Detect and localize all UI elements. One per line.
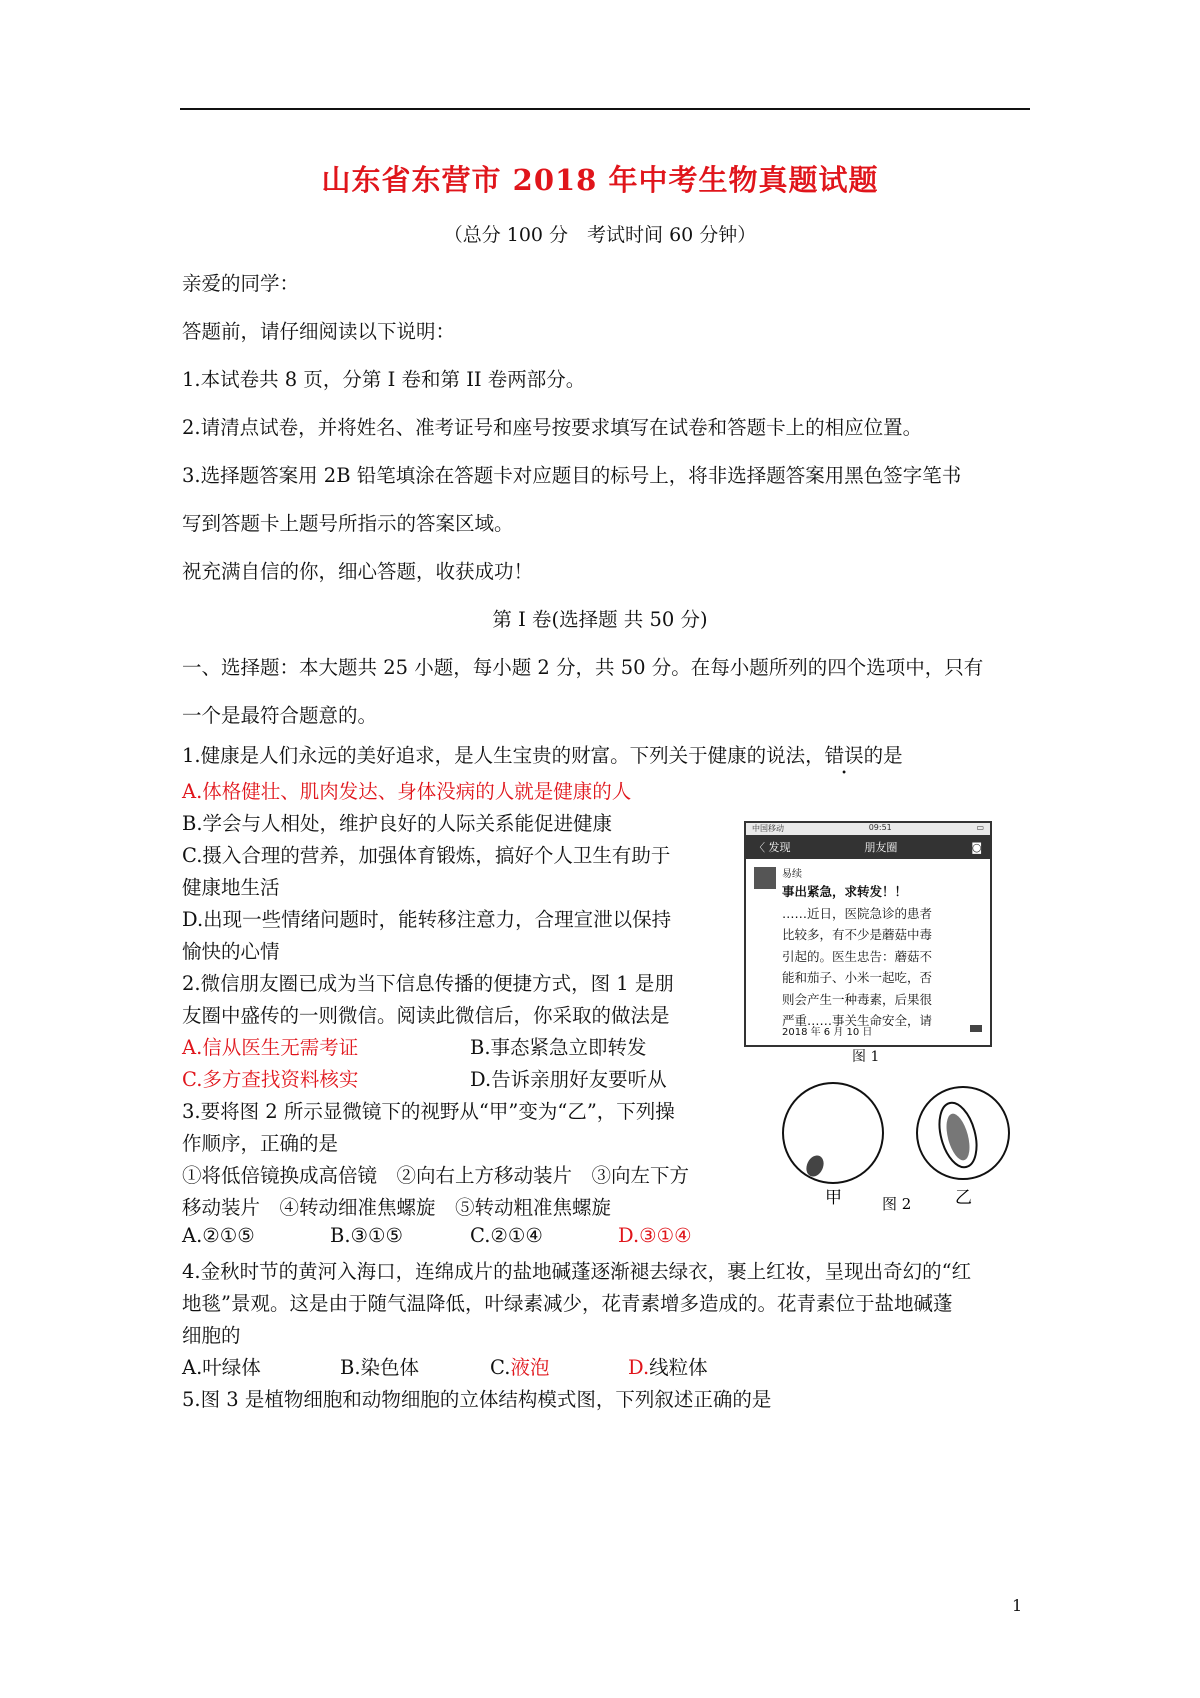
sender-name: 易续 (782, 869, 802, 880)
greeting: 亲爱的同学： (182, 272, 300, 295)
q2-stem-cont: 友圈中盛传的一则微信。阅读此微信后，你采取的做法是 (182, 1004, 670, 1027)
q1-option-c-cont: 健康地生活 (182, 876, 280, 899)
q4-option-d-letter: D. (628, 1356, 650, 1379)
q2-option-d: D.告诉亲朋好友要听从 (470, 1068, 667, 1091)
section-title: 第 I 卷(选择题 共 50 分) (492, 608, 708, 631)
avatar (754, 867, 776, 889)
instruction-3: 3.选择题答案用 2B 铅笔填涂在答题卡对应题目的标号上，将非选择题答案用黑色签字笔书 (182, 464, 962, 487)
label-jia: 甲 (825, 1188, 842, 1208)
camera-icon: ◙ (971, 840, 982, 854)
figure-1-wechat (744, 821, 992, 1047)
wechat-nav-bar (746, 835, 990, 859)
q3-steps-cont: 移动装片 ④转动细准焦螺旋 ⑤转动粗准焦螺旋 (182, 1196, 612, 1219)
status-time: 09:51 (868, 823, 892, 832)
post-line: 则会产生一种毒素，后果很 (782, 991, 933, 1007)
q4-stem-cont: 地毯”景观。这是由于随气温降低，叶绿素减少，花青素增多造成的。花青素位于盐地碱蓬 (182, 1292, 953, 1315)
q3-stem-cont: 作顺序，正确的是 (182, 1132, 339, 1155)
q1-emphasis: 错误 (824, 744, 864, 767)
q2-option-b: B.事态紧急立即转发 (470, 1036, 647, 1059)
page-number: 1 (1012, 1596, 1023, 1615)
q4-option-c-text: 液泡 (510, 1356, 550, 1379)
battery-icon: ▭ (976, 823, 984, 832)
post-line: 事出紧急，求转发！！ (782, 884, 908, 899)
post-line: 引起的。医生忠告：蘑菇不 (782, 948, 933, 964)
q5-stem: 5.图 3 是植物细胞和动物细胞的立体结构模式图，下列叙述正确的是 (182, 1388, 772, 1411)
post-line: ……近日，医院急诊的患者 (782, 905, 933, 921)
post-message (782, 881, 982, 1032)
field-jia (783, 1083, 883, 1183)
figure-1-caption: 图 1 (852, 1049, 880, 1065)
q1-option-c: C.摄入合理的营养，加强体育锻炼，搞好个人卫生有助于 (182, 844, 671, 867)
back-link: 〈 发现 (754, 841, 791, 854)
header-rule (180, 108, 1030, 110)
q2-option-a: A.信从医生无需考证 (182, 1036, 359, 1059)
carrier-label: 中国移动 (752, 824, 784, 833)
q1-stem-end: 的是 (863, 744, 903, 767)
exam-info: （总分 100 分 考试时间 60 分钟） (443, 224, 757, 246)
q4-option-d (628, 1352, 708, 1380)
q2-stem: 2.微信朋友圈已成为当下信息传播的便捷方式，图 1 是朋 (182, 972, 674, 995)
post-line: 严重……事关生命安全，请 (782, 1013, 933, 1028)
q3-option-a: A.②①⑤ (182, 1224, 255, 1247)
q4-option-c (490, 1352, 549, 1380)
q3-option-c: C.②①④ (470, 1224, 543, 1247)
q1-option-a: A.体格健壮、肌肉发达、身体没病的人就是健康的人 (182, 780, 632, 803)
instruction-3-cont: 写到答题卡上题号所指示的答案区域。 (182, 512, 514, 535)
q1-stem (182, 740, 903, 768)
more-icon (970, 1025, 982, 1032)
q4-stem: 4.金秋时节的黄河入海口，连绵成片的盐地碱蓬逐渐褪去绿衣，裹上红妆，呈现出奇幻的“红 (182, 1260, 972, 1283)
post-line: 能和茄子、小米一起吃，否 (782, 970, 933, 985)
instructions-lead: 答题前，请仔细阅读以下说明： (182, 320, 456, 343)
nav-title: 朋友圈 (864, 841, 898, 854)
q3-option-b: B.③①⑤ (330, 1224, 403, 1247)
page-title: 山东省东营市 2018 年中考生物真题试题 (321, 163, 879, 197)
post-date: 2018 年 6 月 10 日 (782, 1027, 873, 1038)
q4-option-d-text: 线粒体 (649, 1356, 708, 1379)
q4-option-b: B.染色体 (340, 1356, 420, 1379)
q4-stem-end: 细胞的 (182, 1324, 241, 1347)
instruction-2: 2.请清点试卷，并将姓名、准考证号和座号按要求填写在试卷和答题卡上的相应位置。 (182, 416, 923, 439)
instruction-1: 1.本试卷共 8 页，分第 I 卷和第 II 卷两部分。 (182, 368, 586, 391)
section-desc-cont: 一个是最符合题意的。 (182, 704, 378, 727)
figure-2-caption: 图 2 (882, 1195, 912, 1213)
post-line: 比较多，有不少是蘑菇中毒 (782, 927, 933, 942)
q1-option-d-cont: 愉快的心情 (182, 940, 280, 963)
wish-text: 祝充满自信的你，细心答题，收获成功！ (182, 560, 534, 583)
q1-stem-text: 1.健康是人们永远的美好追求，是人生宝贵的财富。下列关于健康的说法， (182, 744, 825, 767)
q1-option-b: B.学会与人相处，维护良好的人际关系能促进健康 (182, 812, 613, 835)
q1-option-d: D.出现一些情绪问题时，能转移注意力，合理宣泄以保持 (182, 908, 672, 931)
label-yi: 乙 (955, 1188, 972, 1208)
q4-option-c-letter: C. (490, 1356, 511, 1379)
q4-option-a: A.叶绿体 (182, 1356, 261, 1379)
phone-status-bar (746, 823, 990, 835)
figure-2-microscope (780, 1075, 1030, 1215)
q2-option-c: C.多方查找资料核实 (182, 1068, 359, 1091)
q3-option-d: D.③①④ (618, 1224, 692, 1247)
q3-stem: 3.要将图 2 所示显微镜下的视野从“甲”变为“乙”，下列操 (182, 1100, 675, 1123)
section-desc: 一、选择题：本大题共 25 小题，每小题 2 分，共 50 分。在每小题所列的四个选项中，只有 (182, 656, 984, 679)
q3-steps: ①将低倍镜换成高倍镜 ②向右上方移动装片 ③向左下方 (182, 1164, 690, 1187)
